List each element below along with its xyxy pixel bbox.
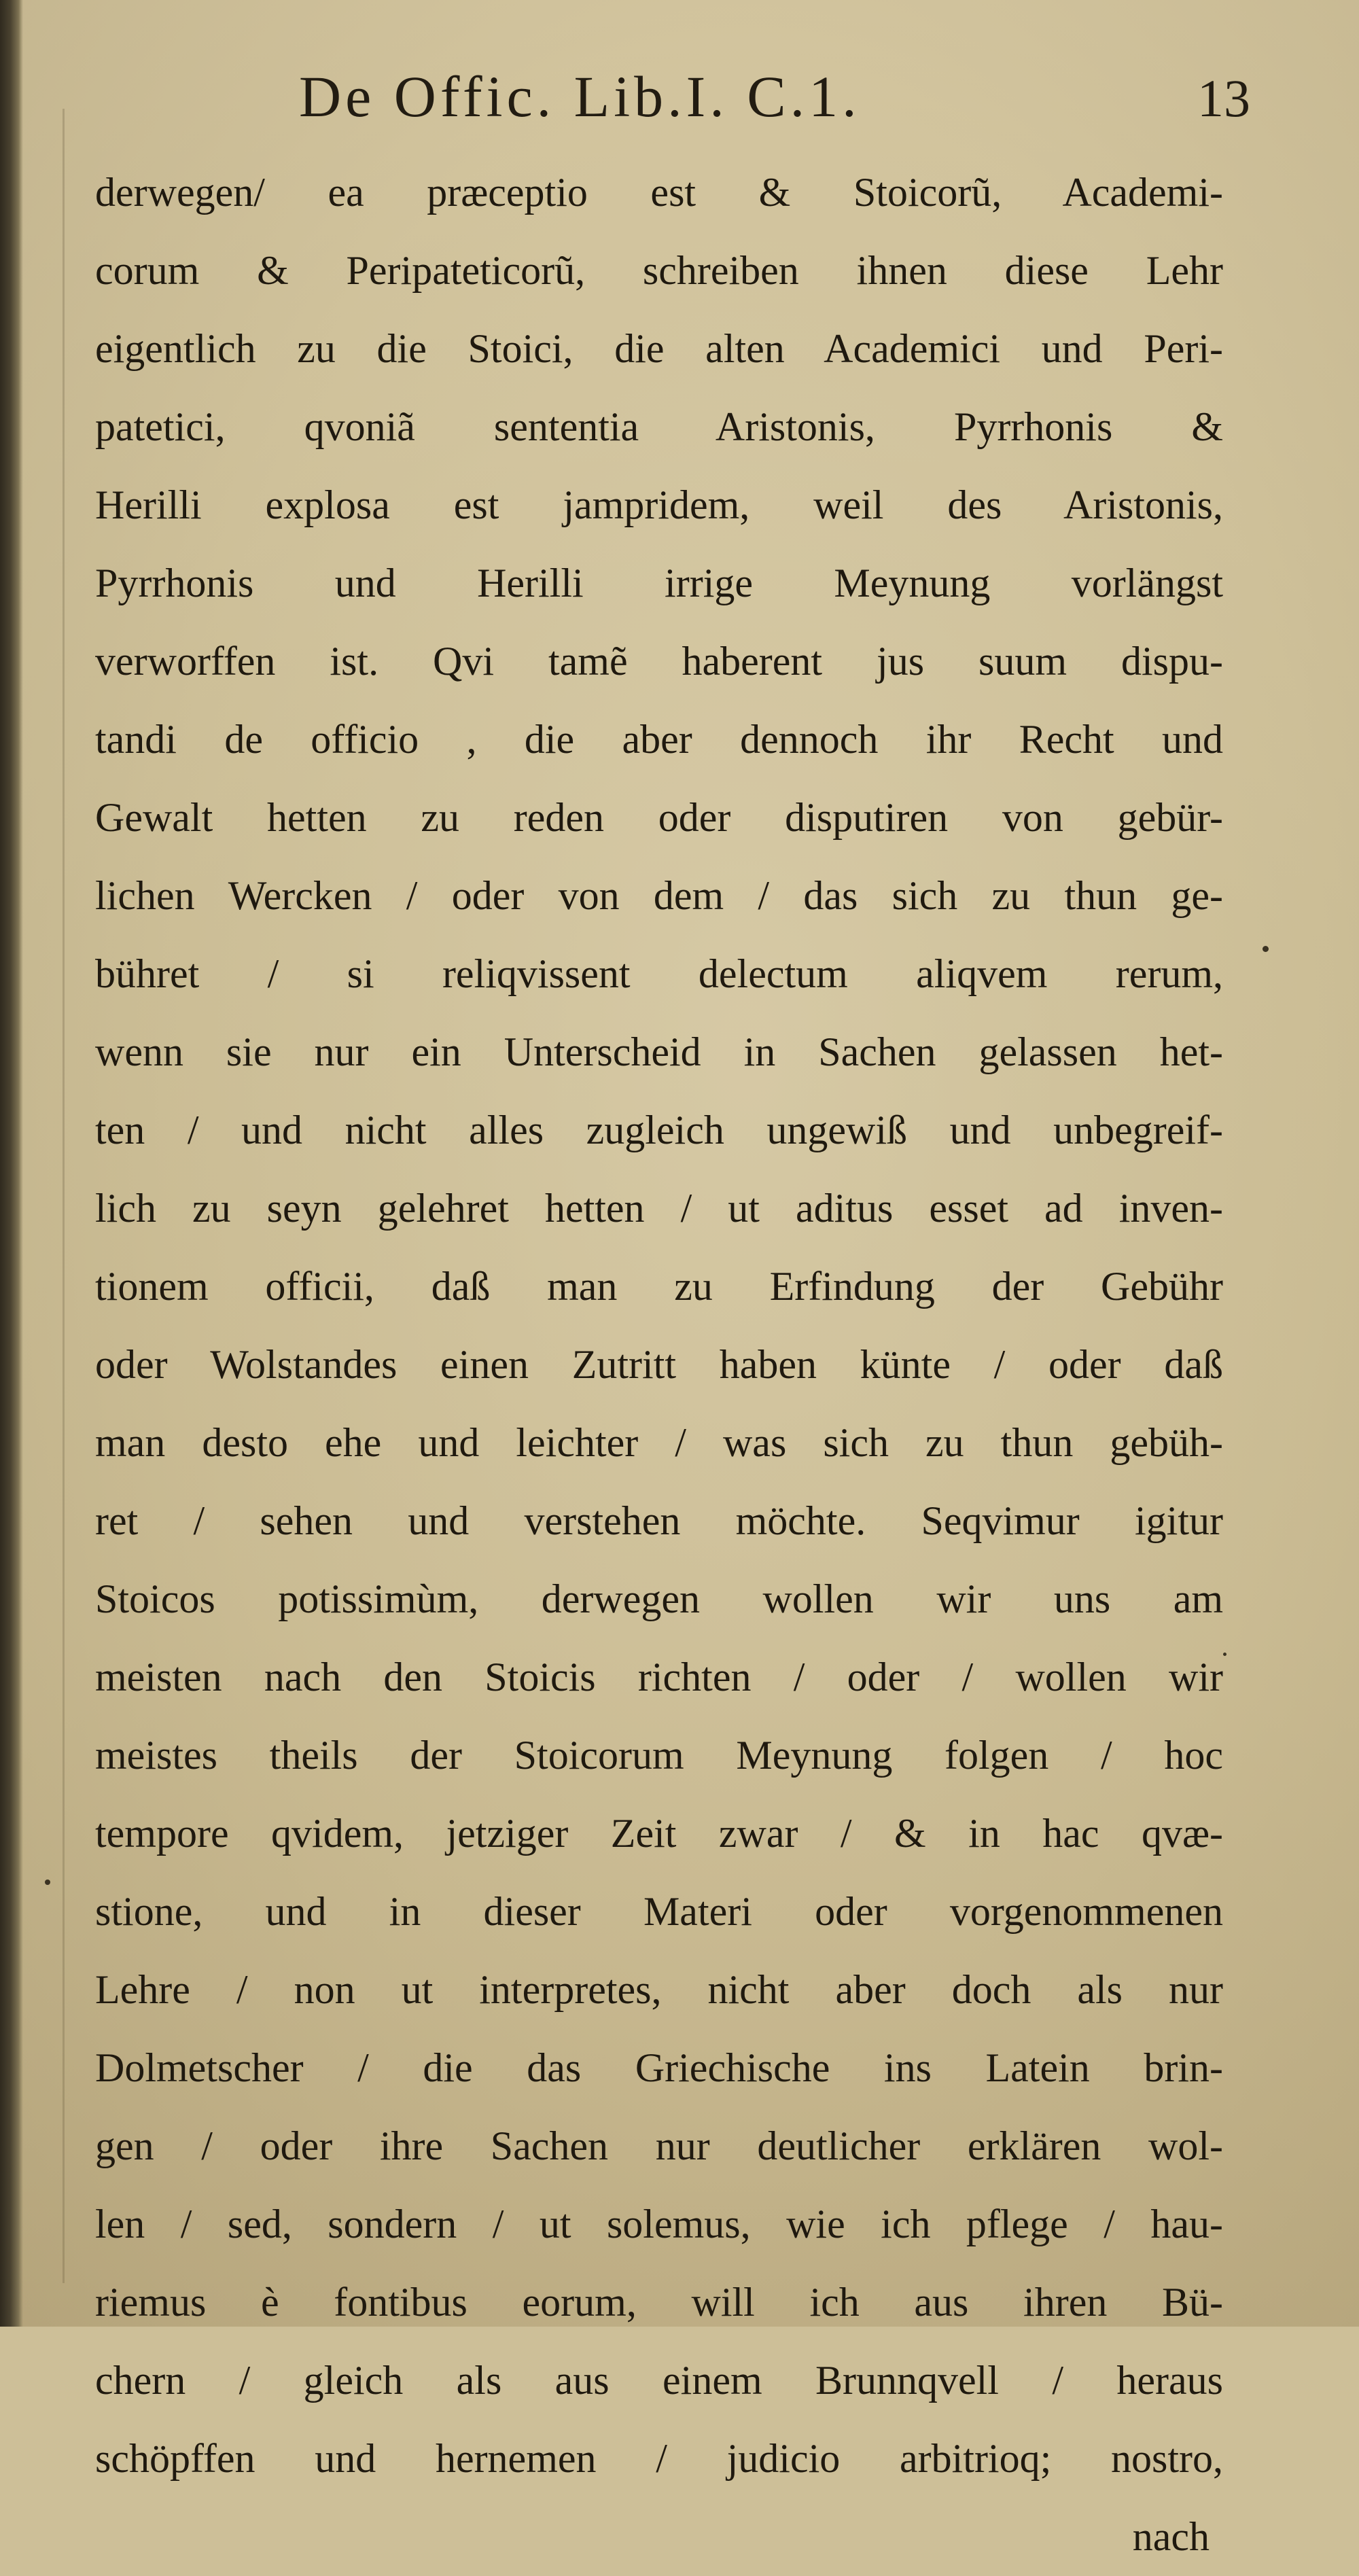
text-line: chern / gleich als aus einem Brunnqvell / heraus	[95, 2358, 1223, 2403]
text-line: bühret / si reliqvissent delectum aliqvem rerum,	[95, 951, 1223, 996]
text-line: derwegen/ ea præceptio est & Stoicorũ, Academi-	[95, 170, 1223, 215]
ink-speck	[1223, 1653, 1226, 1656]
text-line: ten / und nicht alles zugleich ungewiß und unbegreif-	[95, 1108, 1223, 1152]
body-text	[95, 154, 1223, 2559]
text-line: Herilli explosa est jampridem, weil des Aristonis,	[95, 482, 1223, 527]
text-line: ret / sehen und verstehen möchte. Seqvimur igitur	[95, 1498, 1223, 1543]
text-line: tandi de officio , die aber dennoch ihr Recht und	[95, 717, 1223, 762]
text-line: meistes theils der Stoicorum Meynung folgen / hoc	[95, 1733, 1223, 1778]
text-line: verworffen ist. Qvi tamẽ haberent jus suum dispu-	[95, 639, 1223, 684]
running-head-title: De Offic. Lib.I. C.1.	[299, 64, 861, 129]
text-line: wenn sie nur ein Unterscheid in Sachen gelassen het-	[95, 1029, 1223, 1074]
gutter-shadow	[63, 109, 65, 2283]
text-line: Gewalt hetten zu reden oder disputiren von gebür-	[95, 795, 1223, 840]
text-line: Lehre / non ut interpretes, nicht aber doch als nur	[95, 1967, 1223, 2012]
text-line: len / sed, sondern / ut solemus, wie ich pflege / hau-	[95, 2202, 1223, 2246]
text-line: tionem officii, daß man zu Erfindung der Gebühr	[95, 1264, 1223, 1309]
text-line: man desto ehe und leichter / was sich zu thun gebüh-	[95, 1420, 1223, 1465]
text-line: Dolmetscher / die das Griechische ins Latein brin-	[95, 2045, 1223, 2090]
text-line: stione, und in dieser Materi oder vorgenommenen	[95, 1889, 1223, 1934]
text-line: schöpffen und hernemen / judicio arbitrioq; nostro,	[95, 2436, 1223, 2481]
text-line: patetici, qvoniã sententia Aristonis, Pyrrhonis &	[95, 404, 1223, 449]
page-number: 13	[1197, 69, 1250, 128]
binding-edge	[0, 0, 23, 2327]
text-line: riemus è fontibus eorum, will ich aus ihren Bü-	[95, 2280, 1223, 2325]
ink-speck	[45, 1880, 50, 1885]
catchword: nach	[1132, 2514, 1210, 2559]
text-line: tempore qvidem, jetziger Zeit zwar / & in hac qvæ-	[95, 1811, 1223, 1856]
text-line: lichen Wercken / oder von dem / das sich zu thun ge-	[95, 873, 1223, 918]
text-line: gen / oder ihre Sachen nur deutlicher erklären wol-	[95, 2123, 1223, 2168]
text-line: eigentlich zu die Stoici, die alten Academici und Peri-	[95, 326, 1223, 371]
ink-speck	[1263, 946, 1269, 952]
text-line: Stoicos potissimùm, derwegen wollen wir uns am	[95, 1576, 1223, 1621]
text-line: corum & Peripateticorũ, schreiben ihnen diese Lehr	[95, 248, 1223, 293]
text-line: oder Wolstandes einen Zutritt haben künte / oder daß	[95, 1342, 1223, 1387]
text-line: lich zu seyn gelehret hetten / ut aditus esset ad inven-	[95, 1186, 1223, 1231]
text-line: meisten nach den Stoicis richten / oder / wollen wir	[95, 1655, 1223, 1699]
running-head	[299, 63, 1250, 137]
text-line: Pyrrhonis und Herilli irrige Meynung vorlängst	[95, 561, 1223, 605]
